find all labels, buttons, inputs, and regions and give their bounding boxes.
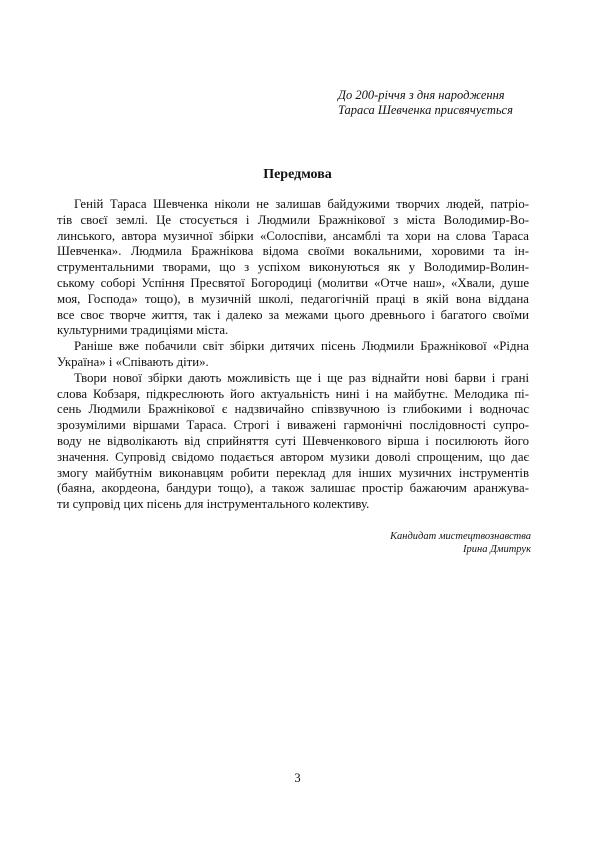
signature-block xyxy=(291,530,531,556)
page-title: Передмова xyxy=(263,167,332,182)
signature-role: Кандидат мистецтвознавства xyxy=(390,531,531,542)
text-line: слова Кобзаря, підкреслюють його актуальність нині і на майбутнє. Мелодика пі- xyxy=(57,386,529,401)
text-line: струментальними творами, що з успіхом виконуються як у Володимир-Волин- xyxy=(57,260,529,275)
text-line: зрозумілими віршами Тараса. Строгі і виважені гармонічні послідовності супро- xyxy=(57,418,529,433)
text-line: воду не відволікають від сприйняття суті Шевченкового вірша і посилюють його xyxy=(57,433,529,448)
text-line: линського, автора музичної збірки «Солоспіви, ансамблі та хори на слова Тараса xyxy=(57,228,529,243)
text-line: (баяна, акордеона, бандури тощо), а також залишає простір бажаючим аранжува- xyxy=(57,481,529,496)
text-line: Раніше вже побачили світ збірки дитячих пісень Людмили Бражнікової «Рідна xyxy=(74,339,529,354)
text-line: моя, Господа» тощо), в музичній школі, педагогічній праці в якій вона віддана xyxy=(57,291,529,306)
page-number: 3 xyxy=(294,771,301,785)
paragraph-1 xyxy=(57,197,529,339)
epigraph-line: До 200-річчя з дня народження xyxy=(338,88,505,102)
text-line: ти супровід цих пісень для інструментального колективу. xyxy=(57,497,370,512)
signature-name: Ірина Дмитрук xyxy=(463,544,531,555)
text-line: Геній Тараса Шевченка ніколи не залишав байдужими творчих людей, патріо- xyxy=(74,197,529,211)
paragraph-3 xyxy=(57,371,529,513)
text-line: Україна» і «Співають діти». xyxy=(57,354,209,369)
text-line: все своє творче життя, так і далеко за межами цього древнього і багатого своїми xyxy=(57,307,529,322)
text-line: ському соборі Успіння Пресвятої Богородиці (молитви «Отче наш», «Хвали, душе xyxy=(57,275,529,290)
body-text xyxy=(57,197,529,513)
text-line: Шевченка». Людмила Бражнікова відома своїми вокальними, хоровими та ін- xyxy=(57,244,529,259)
text-line: сень Людмили Бражнікової є надзвичайно співзвучною із глибокими і водночас xyxy=(57,402,529,417)
epigraph xyxy=(338,88,558,118)
text-line: значення. Супровід свідомо подається автором музики доволі спрощеним, що дає xyxy=(57,449,529,464)
text-line: змогу майбутнім виконавцям робити переклад для інших музичних інструментів xyxy=(57,465,529,480)
text-line: тів своєї землі. Це стосується і Людмили Бражнікової з міста Володимир-Во- xyxy=(57,212,529,227)
text-line: культурними традиціями міста. xyxy=(57,323,229,338)
text-line: Твори нової збірки дають можливість ще і ще раз віднайти нові барви і грані xyxy=(74,370,529,385)
paragraph-2 xyxy=(57,339,529,371)
epigraph-line: Тараса Шевченка присвячується xyxy=(338,103,513,117)
